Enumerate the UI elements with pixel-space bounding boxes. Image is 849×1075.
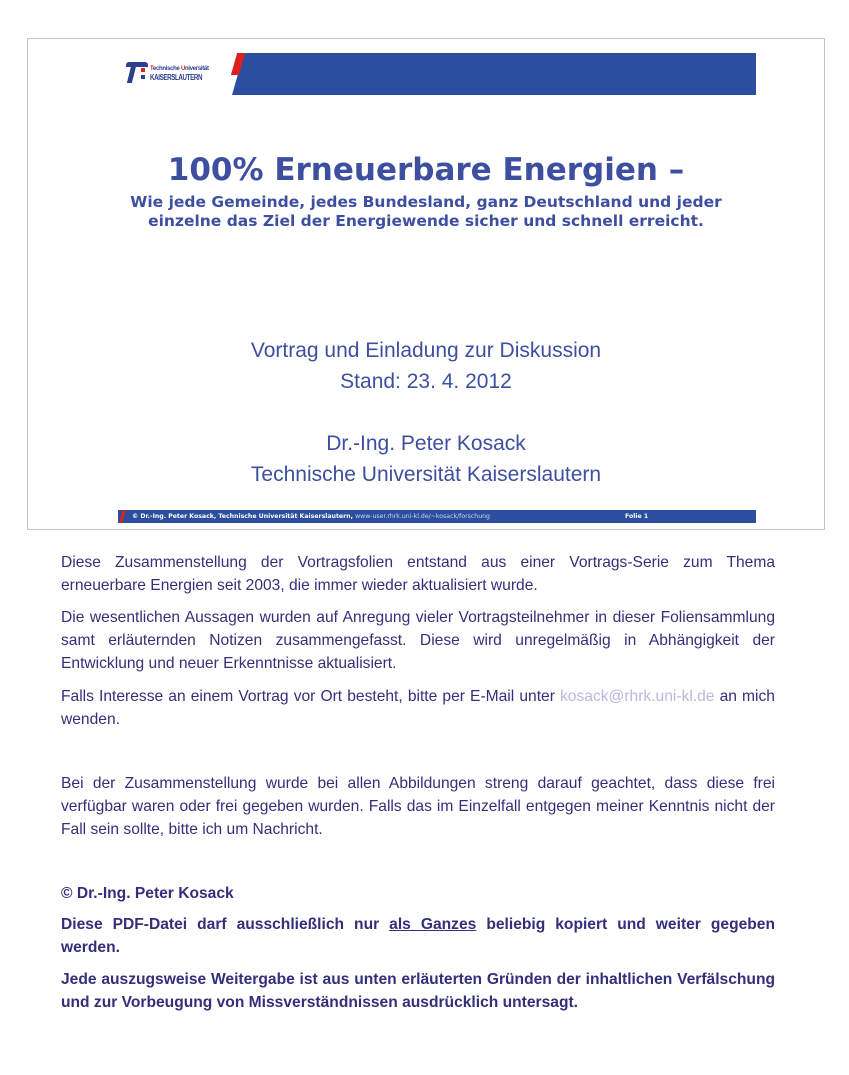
author-info <box>28 428 824 490</box>
author-name: Dr.-Ing. Peter Kosack <box>326 432 526 455</box>
note-paragraph-4 <box>61 772 775 841</box>
usage-notice <box>61 913 775 959</box>
footer-credit-text: © Dr.-Ing. Peter Kosack, Technische Universität Kaiserslautern, <box>132 513 353 520</box>
tu-logo-icon <box>126 62 136 82</box>
copyright-text: © Dr.-Ing. Peter Kosack <box>61 885 234 902</box>
note-paragraph-3 <box>61 685 775 731</box>
note-text: Bei der Zusammenstellung wurde bei allen Abbildungen streng darauf geachtet, dass diese frei verfügbar waren oder frei gegeben wurden. Falls das im Einzelfall entgegen meiner Kenntnis nicht der Fall sein sollte, bitte ich um Nachricht. <box>61 775 775 838</box>
slide-number: Folie 1 <box>625 513 649 520</box>
logo-text-line2: KAISERSLAUTERN <box>150 73 203 82</box>
logo-blue-square <box>141 75 145 79</box>
footer-credit <box>132 511 490 522</box>
logo-word: niversität <box>184 66 209 72</box>
note-text: Die wesentlichen Aussagen wurden auf Anregung vieler Vortragsteilnehmer in dieser Foliensammlung samt erläuternden Notizen zusammengefasst. Diese wird unregelmäßig in Abhängigkeit der Entwicklung und neuer Erkenntnisse aktualisiert. <box>61 609 775 672</box>
note-text: Diese PDF-Datei darf ausschließlich nur <box>61 916 390 933</box>
logo-letter: T <box>150 66 153 72</box>
talk-description: Vortrag und Einladung zur Diskussion <box>250 339 602 362</box>
note-text: Jede auszugsweise Weitergabe ist aus unten erläuterten Gründen der inhaltlichen Verfälschung und zur Vorbeugung von Missverständnissen ausdrücklich untersagt. <box>61 971 775 1011</box>
note-text: an mich wenden. <box>61 688 775 728</box>
note-paragraph-1 <box>61 551 775 597</box>
title-slide <box>27 38 825 530</box>
restriction-notice <box>61 968 775 1014</box>
talk-info <box>28 335 824 397</box>
footer-url[interactable]: www-user.rhrk.uni-kl.de/~kosack/forschung <box>355 513 490 520</box>
header-band <box>232 53 756 95</box>
logo-word: echnische <box>152 66 181 72</box>
note-text: Falls Interesse an einem Vortrag vor Ort besteht, bitte per E-Mail unter <box>61 688 560 705</box>
copyright-notice <box>61 882 775 905</box>
slide-title: 100% Erneuerbare Energien – <box>167 152 685 188</box>
logo-red-square <box>141 68 145 72</box>
note-text: beliebig kopiert und weiter gegeben werden. <box>61 916 775 956</box>
logo-letter: U <box>180 66 185 72</box>
slide-subtitle: Wie jede Gemeinde, jedes Bundesland, ganz Deutschland und jeder einzelne das Ziel der Energiewende sicher und schnell erreicht. <box>130 193 722 230</box>
logo-text-line1 <box>150 66 209 72</box>
author-institution: Technische Universität Kaiserslautern <box>250 463 602 486</box>
note-text: Diese Zusammenstellung der Vortragsfolien entstand aus einer Vortrags-Serie zum Thema erneuerbare Energien seit 2003, die immer wieder aktualisiert wurde. <box>61 554 775 594</box>
talk-date: Stand: 23. 4. 2012 <box>340 370 512 393</box>
underlined-text: als Ganzes <box>389 916 477 933</box>
note-paragraph-2 <box>61 606 775 675</box>
email-link[interactable]: kosack@rhrk.uni-kl.de <box>560 688 715 705</box>
